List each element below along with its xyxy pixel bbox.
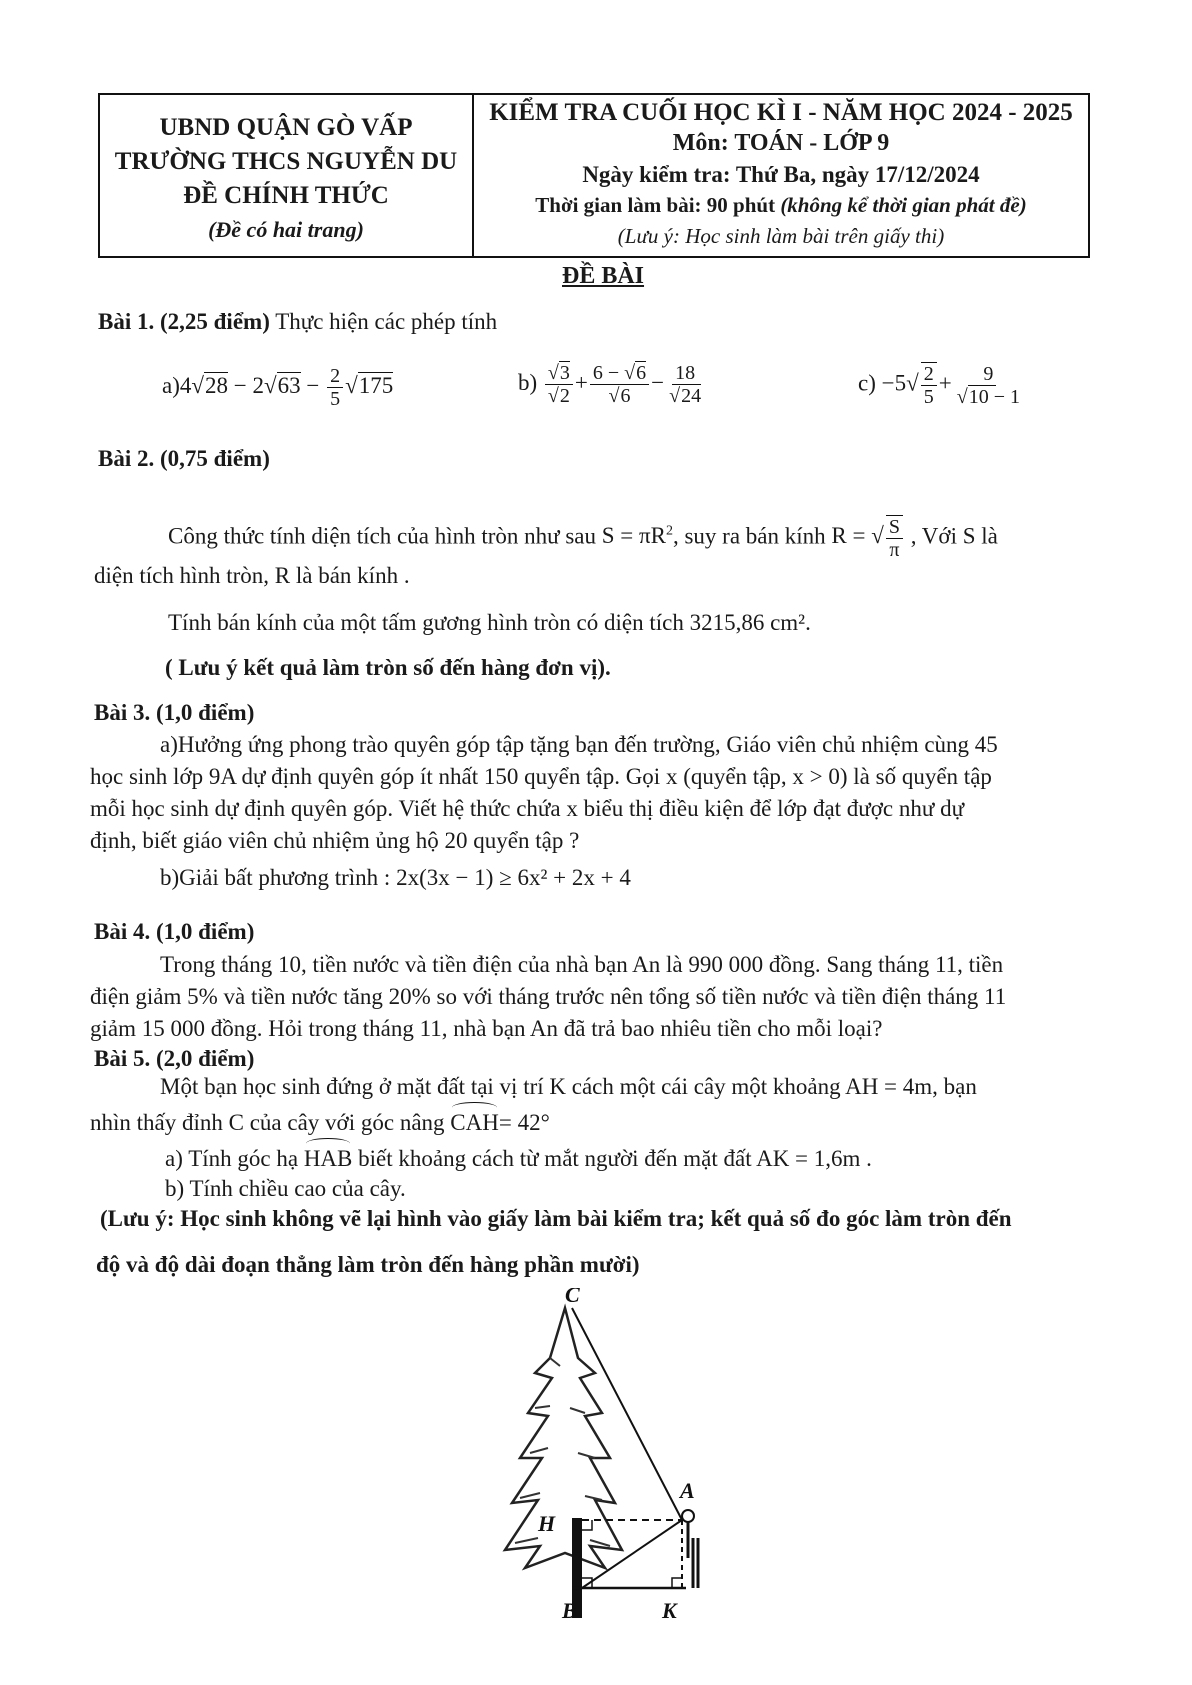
subject: Môn: TOÁN - LỚP 9 bbox=[672, 130, 890, 156]
bai2-line3: Tính bán kính của một tấm gương hình tròn có diện tích 3215,86 cm². bbox=[168, 610, 811, 635]
bai2-line1 bbox=[168, 515, 998, 561]
duration-note: (không kể thời gian phát đề) bbox=[780, 193, 1027, 217]
bai5-a-text1: a) Tính góc hạ bbox=[165, 1146, 299, 1171]
school-name: TRƯỜNG THCS NGUYỄN DU bbox=[114, 148, 458, 175]
bai3-a-line3: mỗi học sinh dự định quyên góp. Viết hệ thức chứa x biểu thị điều kiện để lớp đạt được như dự bbox=[90, 796, 965, 821]
header-school-info bbox=[100, 95, 474, 256]
bai2-line1-a: Công thức tính diện tích của hình tròn như sau bbox=[168, 523, 597, 549]
section-title: ĐỀ BÀI bbox=[562, 263, 645, 289]
bai3-b-line bbox=[160, 863, 631, 893]
bai2-note: ( Lưu ý kết quả làm tròn số đến hàng đơn vị). bbox=[165, 655, 611, 680]
bai3-heading: Bài 3. (1,0 điểm) bbox=[94, 700, 255, 725]
bai2-line2: diện tích hình tròn, R là bán kính . bbox=[94, 563, 410, 588]
bai5-angle-cah: CAH bbox=[450, 1108, 499, 1138]
label-c: C bbox=[565, 1288, 580, 1307]
bai2-line1-c: , Với S là bbox=[910, 523, 998, 549]
bai5-a-line bbox=[165, 1144, 872, 1174]
bai1-part-c: c) −5√ $\frac{2}{5}$ + $\frac{9}{√10 - 1}$ bbox=[858, 362, 1020, 408]
bai5-note2: độ và độ dài đoạn thẳng làm tròn đến hàng phần mười) bbox=[96, 1252, 640, 1277]
line-ca bbox=[572, 1308, 682, 1520]
bai5-b-line: b) Tính chiều cao của cây. bbox=[165, 1176, 406, 1201]
right-angle-h bbox=[582, 1520, 592, 1530]
bai2-line1-b: , suy ra bán kính bbox=[672, 523, 826, 549]
answer-sheet-note: (Lưu ý: Học sinh làm bài trên giấy thi) bbox=[617, 224, 945, 248]
bai3-b-text: b)Giải bất phương trình : bbox=[160, 865, 391, 890]
bai3-a-line4: định, biết giáo viên chủ nhiệm ủng hộ 20 quyển tập ? bbox=[90, 828, 580, 853]
bai1-part-b: b) $\frac{√3}{√2}$ + $\frac{6 - √6}{√6}$ − $\frac{18}{√24}$ bbox=[518, 362, 702, 407]
bai5-angle-hab: HAB bbox=[304, 1144, 353, 1174]
bai3-b-expr: 2x(3x − 1) ≥ 6x² + 2x + 4 bbox=[396, 865, 631, 890]
bai5-a-text2: biết khoảng cách từ mắt người đến mặt đất AK = 1,6m . bbox=[358, 1146, 872, 1171]
exam-title: KIỂM TRA CUỐI HỌC KÌ I - NĂM HỌC 2024 - 2025 bbox=[489, 99, 1073, 126]
bai1-a-label: a) bbox=[162, 372, 180, 398]
district-name: UBND QUẬN GÒ VẤP bbox=[159, 114, 413, 141]
official-label: ĐỀ CHÍNH THỨC bbox=[183, 182, 389, 209]
right-angle-k bbox=[672, 1578, 682, 1588]
bai2-formula-area: $S = \pi R^2$ bbox=[601, 523, 673, 549]
bai3-a-line1: a)Hưởng ứng phong trào quyên góp tập tặng bạn đến trường, Giáo viên chủ nhiệm cùng 45 bbox=[160, 732, 998, 757]
line-ab bbox=[582, 1520, 682, 1588]
bai5-note1: (Lưu ý: Học sinh không vẽ lại hình vào giấy làm bài kiểm tra; kết quả số đo góc làm tròn đến bbox=[100, 1206, 1012, 1231]
bai1-c-label: c) bbox=[858, 370, 876, 396]
page-count-note: (Đề có hai trang) bbox=[208, 217, 364, 242]
bai1-part-a bbox=[162, 365, 393, 410]
exam-header bbox=[98, 93, 1090, 258]
bai1-heading: Bài 1. (2,25 điểm) bbox=[98, 309, 270, 334]
tree-foliage-texture bbox=[515, 1358, 610, 1546]
bai3-a-line2: học sinh lớp 9A dự định quyên góp ít nhất 150 quyển tập. Gọi x (quyển tập, x > 0) là số quyển tập bbox=[90, 764, 992, 789]
bai4-line2: điện giảm 5% và tiền nước tăng 20% so với tháng trước nên tổng số tiền nước và tiền điện tháng 11 bbox=[90, 984, 1007, 1009]
label-k: K bbox=[662, 1598, 677, 1623]
bai5-line1: Một bạn học sinh đứng ở mặt đất tại vị trí K cách một cái cây một khoảng AH = 4m, bạn bbox=[160, 1074, 977, 1099]
bai5-line2 bbox=[90, 1108, 550, 1138]
person-icon bbox=[682, 1510, 698, 1588]
duration-text: Thời gian làm bài: 90 phút bbox=[535, 193, 776, 217]
bai5-line2-a: nhìn thấy đỉnh C của cây với góc nâng bbox=[90, 1110, 445, 1135]
header-exam-info bbox=[474, 95, 1088, 256]
bai4-line1: Trong tháng 10, tiền nước và tiền điện của nhà bạn An là 990 000 đồng. Sang tháng 11, tiền bbox=[160, 952, 1004, 977]
bai4-line3: giảm 15 000 đồng. Hỏi trong tháng 11, nhà bạn An đã trả bao nhiêu tiền cho mỗi loại? bbox=[90, 1016, 883, 1041]
bai1-text: Thực hiện các phép tính bbox=[275, 309, 498, 334]
label-h: H bbox=[538, 1511, 556, 1536]
bai2-heading: Bài 2. (0,75 điểm) bbox=[98, 446, 270, 471]
tree-figure bbox=[490, 1288, 730, 1638]
label-b: B bbox=[562, 1598, 577, 1623]
exam-date: Ngày kiểm tra: Thứ Ba, ngày 17/12/2024 bbox=[582, 162, 980, 187]
exam-duration bbox=[474, 190, 1088, 221]
bai1-heading-line bbox=[98, 307, 497, 337]
bai1-a-expr: 4√28 − 2√63 − $\frac{2}{5}$ √175 bbox=[179, 365, 394, 410]
bai5-heading: Bài 5. (2,0 điểm) bbox=[94, 1046, 255, 1071]
label-a: A bbox=[680, 1478, 695, 1503]
tree-foliage bbox=[505, 1308, 622, 1568]
bai5-line2-b: = 42° bbox=[498, 1110, 550, 1135]
bai4-heading: Bài 4. (1,0 điểm) bbox=[94, 919, 255, 944]
bai1-b-label: b) bbox=[518, 369, 538, 395]
bai2-formula-radius: R = √ $\frac{S}{\pi}$ bbox=[831, 523, 905, 548]
